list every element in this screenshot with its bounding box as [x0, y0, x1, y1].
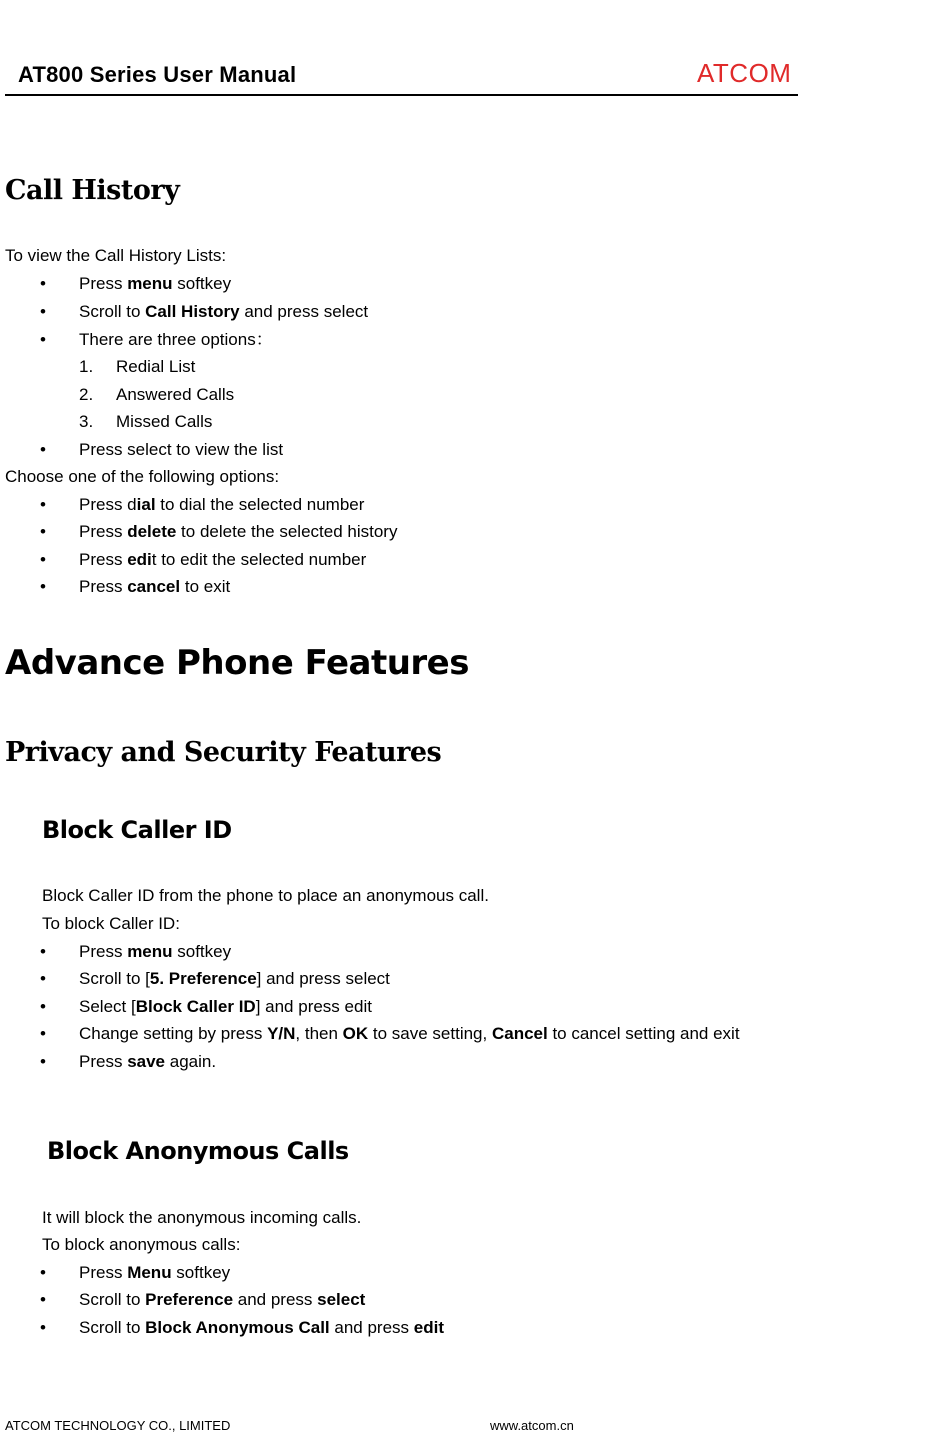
list-item: Press cancel to exit: [79, 577, 231, 596]
footer-website[interactable]: www.atcom.cn: [490, 1418, 574, 1433]
manual-title: AT800 Series User Manual: [18, 62, 297, 87]
list-item: Press delete to delete the selected history: [79, 522, 398, 541]
block-caller-id-intro-2: To block Caller ID:: [42, 914, 180, 933]
choose-options-text: Choose one of the following options:: [5, 467, 280, 486]
option-number: 1.: [79, 357, 94, 376]
block-caller-id-intro: Block Caller ID from the phone to place an anonymous call.: [42, 886, 489, 905]
bullet-icon: •: [40, 1290, 46, 1309]
bullet-icon: •: [40, 577, 46, 596]
block-anonymous-intro: It will block the anonymous incoming calls.: [42, 1208, 362, 1227]
list-item: Press dial to dial the selected number: [79, 495, 365, 514]
block-anonymous-heading: Block Anonymous Calls: [47, 1137, 349, 1165]
block-anonymous-intro-2: To block anonymous calls:: [42, 1235, 241, 1254]
list-item: Scroll to [5. Preference] and press select: [79, 969, 390, 988]
bullet-icon: •: [40, 274, 46, 293]
option-number: 2.: [79, 385, 94, 404]
bullet-icon: •: [40, 302, 46, 321]
bullet-icon: •: [40, 969, 46, 988]
list-item: There are three options：: [79, 330, 273, 349]
bullet-icon: •: [40, 942, 46, 961]
list-item: Press edit to edit the selected number: [79, 550, 367, 569]
list-item: Scroll to Block Anonymous Call and press edit: [79, 1318, 444, 1337]
bullet-icon: •: [40, 440, 46, 459]
list-item: Change setting by press Y/N, then OK to save setting, Cancel to cancel setting and exit: [79, 1024, 740, 1043]
bullet-icon: •: [40, 1024, 46, 1043]
bullet-icon: •: [40, 1318, 46, 1337]
list-item: Press select to view the list: [79, 440, 284, 459]
list-item: Scroll to Preference and press select: [79, 1290, 366, 1309]
bullet-icon: •: [40, 1052, 46, 1071]
list-item: Press menu softkey: [79, 274, 232, 293]
list-item: Press Menu softkey: [79, 1263, 231, 1282]
privacy-security-heading: Privacy and Security Features: [5, 737, 442, 768]
call-history-heading: Call History: [5, 175, 180, 206]
bullet-icon: •: [40, 997, 46, 1016]
list-item: Select [Block Caller ID] and press edit: [79, 997, 372, 1016]
option-label: Missed Calls: [116, 412, 213, 431]
block-caller-id-heading: Block Caller ID: [42, 816, 232, 844]
list-item: Scroll to Call History and press select: [79, 302, 369, 321]
bullet-icon: •: [40, 495, 46, 514]
bullet-icon: •: [40, 522, 46, 541]
bullet-icon: •: [40, 550, 46, 569]
option-label: Redial List: [116, 357, 196, 376]
bullet-icon: •: [40, 330, 46, 349]
list-item: Press save again.: [79, 1052, 217, 1071]
call-history-intro: To view the Call History Lists:: [5, 246, 227, 265]
footer-company: ATCOM TECHNOLOGY CO., LIMITED: [5, 1418, 231, 1433]
atcom-logo: ATCOM: [697, 58, 792, 88]
advance-features-heading: Advance Phone Features: [5, 643, 469, 683]
option-number: 3.: [79, 412, 94, 431]
list-item: Press menu softkey: [79, 942, 232, 961]
bullet-icon: •: [40, 1263, 46, 1282]
option-label: Answered Calls: [116, 385, 235, 404]
header-divider: [5, 94, 798, 96]
